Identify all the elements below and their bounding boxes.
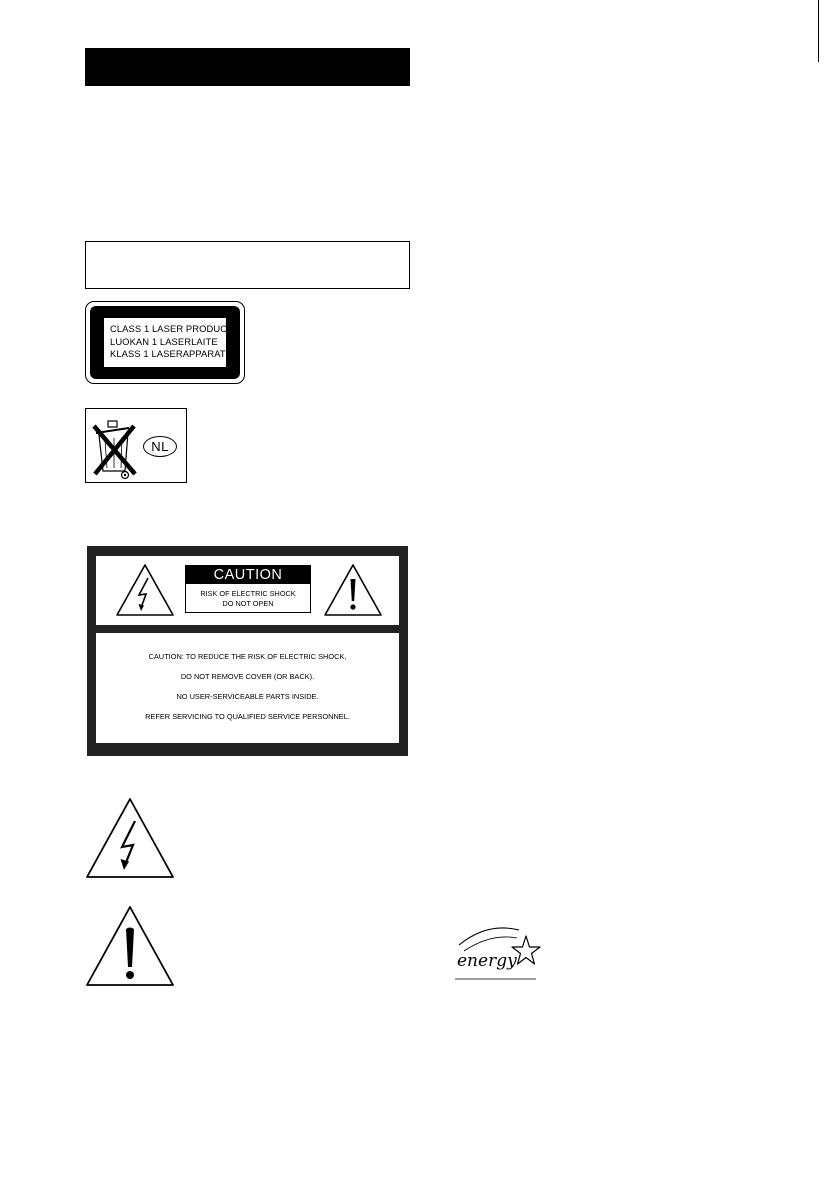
exclamation-triangle-icon [85,905,175,987]
caution-subtitle-line-1: RISK OF ELECTRIC SHOCK [200,589,296,598]
caution-line-3: NO USER-SERVICEABLE PARTS INSIDE. [176,692,319,701]
laser-label-line-3: KLASS 1 LASERAPPARAT [110,348,226,360]
caution-line-2: DO NOT REMOVE COVER (OR BACK). [180,672,315,681]
caution-subtitle-line-2: DO NOT OPEN [222,598,274,608]
exclamation-triangle-icon [323,563,383,617]
class-1-laser-label [85,301,245,384]
laser-label-border [90,306,240,379]
caution-title: CAUTION [185,565,311,585]
caution-line-4: REFER SERVICING TO QUALIFIED SERVICE PERSONNEL. [145,712,350,721]
laser-label-text [104,318,233,367]
caution-line-1: CAUTION: TO REDUCE THE RISK OF ELECTRIC SHOCK, [148,652,347,661]
lightning-triangle-icon [115,563,175,617]
caution-subtitle-box [185,584,311,613]
boxed-notice-frame [85,241,410,289]
nl-country-badge: NL [143,436,177,457]
laser-label-line-2: LUOKAN 1 LASERLAITE [110,335,218,347]
energy-star-logo-icon [453,918,539,980]
lightning-triangle-icon [85,797,175,879]
energy-logo-wordmark: energy [457,951,517,971]
caution-bottom-panel [96,633,399,743]
laser-label-line-1: CLASS 1 LASER PRODUCT [110,323,233,334]
crop-mark [818,0,819,62]
crossed-out-wheelie-bin-icon [85,408,145,483]
header-bar [85,48,410,86]
